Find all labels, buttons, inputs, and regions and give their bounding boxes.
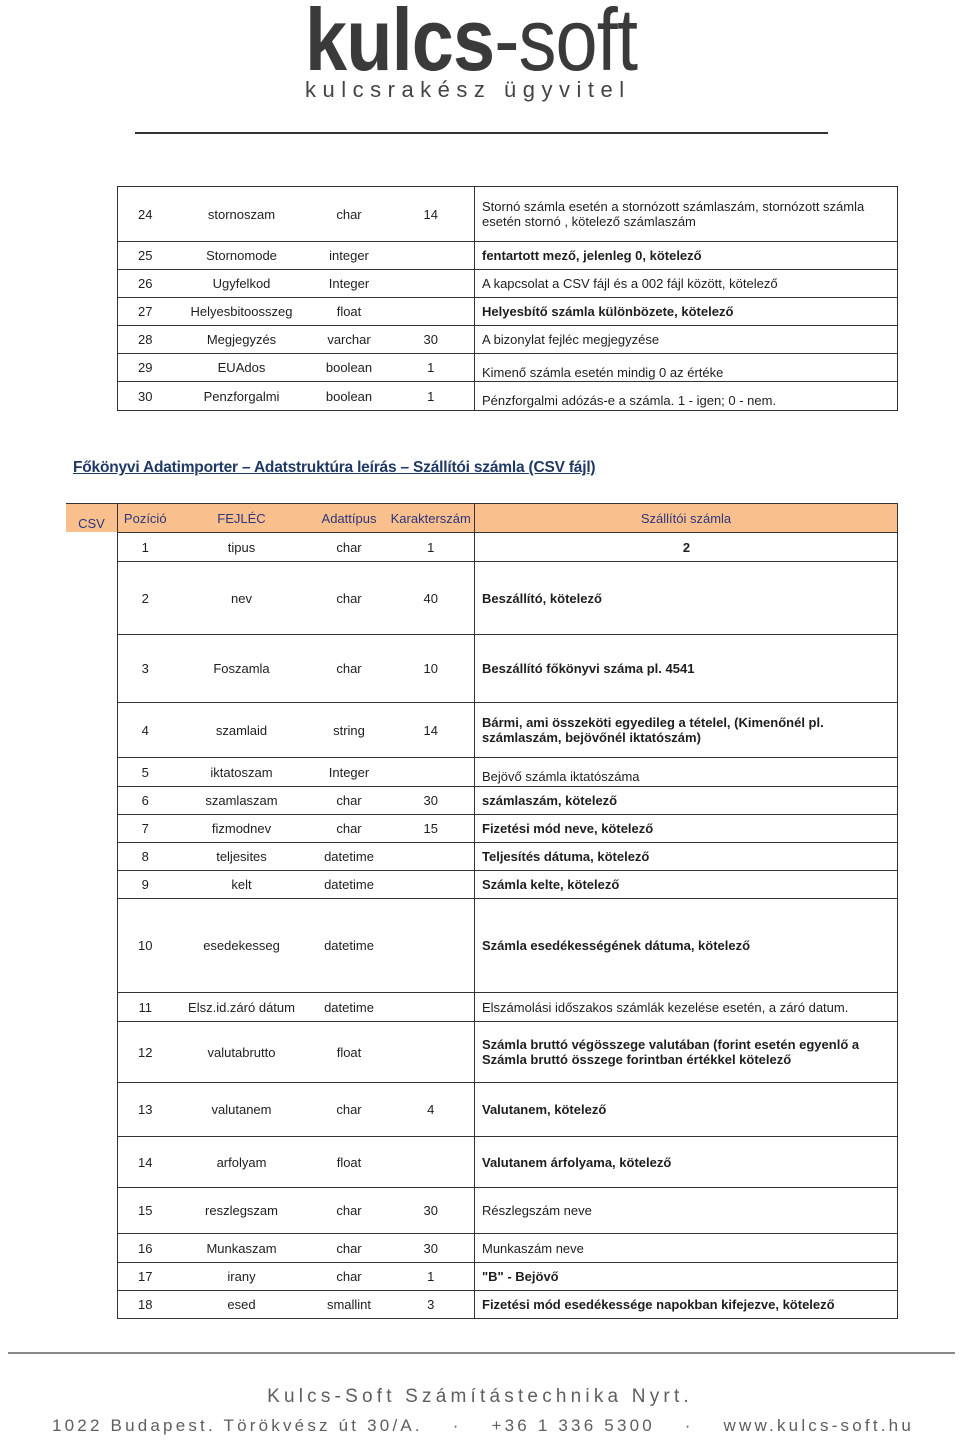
table-row (118, 871, 898, 899)
table-row (118, 354, 898, 382)
description-cell: Pénzforgalmi adózás-e a számla. 1 - igen; 0 - nem. (475, 382, 898, 411)
table-row (118, 635, 898, 703)
length-cell: 10 (388, 635, 475, 703)
position-cell: 3 (118, 635, 173, 703)
description-cell: Valutanem, kötelező (475, 1083, 898, 1137)
length-cell (388, 871, 475, 899)
data-type-cell: boolean (311, 382, 388, 411)
data-type-cell: integer (311, 242, 388, 270)
data-type-cell: char (311, 1188, 388, 1234)
field-table-continued (117, 186, 898, 411)
position-cell: 30 (118, 382, 173, 411)
field-name-cell: esedekesseg (173, 899, 311, 993)
data-type-cell: char (311, 1234, 388, 1263)
field-name-cell: Ugyfelkod (173, 270, 311, 298)
position-cell: 17 (118, 1263, 173, 1291)
position-cell: 7 (118, 815, 173, 843)
table-row (118, 1083, 898, 1137)
position-cell: 2 (118, 562, 173, 635)
header-field: FEJLÉC (173, 504, 311, 533)
data-type-cell: datetime (311, 871, 388, 899)
length-cell: 4 (388, 1083, 475, 1137)
position-cell: 11 (118, 993, 173, 1022)
description-cell: Számla esedékességének dátuma, kötelező (475, 899, 898, 993)
length-cell: 40 (388, 562, 475, 635)
header-divider (135, 132, 828, 134)
description-cell: Stornó számla esetén a stornózott számlaszám, stornózott számla esetén stornó , kötelező számlaszám (475, 187, 898, 242)
footer-contact-line (52, 1416, 914, 1436)
table-row (118, 843, 898, 871)
length-cell (388, 758, 475, 787)
length-cell: 1 (388, 1263, 475, 1291)
length-cell (388, 1137, 475, 1188)
header-length: Karakterszám (388, 504, 475, 533)
table-row (118, 899, 898, 993)
description-cell: Bármi, ami összeköti egyedileg a tételel, (Kimenőnél pl. számlaszám, bejövőnél iktatószám) (475, 703, 898, 758)
length-cell: 1 (388, 382, 475, 411)
table-row (118, 242, 898, 270)
length-cell (388, 899, 475, 993)
logo-wordmark-light: -soft (494, 0, 638, 89)
position-cell: 27 (118, 298, 173, 326)
data-type-cell: float (311, 298, 388, 326)
position-cell: 6 (118, 787, 173, 815)
position-cell: 5 (118, 758, 173, 787)
data-type-cell: float (311, 1137, 388, 1188)
footer-address: 1022 Budapest. Törökvész út 30/A. (52, 1416, 423, 1435)
description-cell: "B" - Bejövő (475, 1263, 898, 1291)
table-row (118, 1188, 898, 1234)
field-name-cell: szamlaszam (173, 787, 311, 815)
length-cell: 30 (388, 1234, 475, 1263)
kulcs-soft-logo (305, 0, 638, 89)
description-cell: 2 (475, 533, 898, 562)
table-row (118, 382, 898, 411)
header-description: Szállítói számla (475, 504, 898, 533)
field-name-cell: teljesites (173, 843, 311, 871)
length-cell (388, 298, 475, 326)
footer-separator: · (684, 1416, 694, 1435)
description-cell: A bizonylat fejléc megjegyzése (475, 326, 898, 354)
data-type-cell: datetime (311, 899, 388, 993)
description-cell: Fizetési mód esedékessége napokban kifejezve, kötelező (475, 1291, 898, 1319)
description-cell: fentartott mező, jelenleg 0, kötelező (475, 242, 898, 270)
table-header-row (118, 504, 898, 533)
field-name-cell: Helyesbitoosszeg (173, 298, 311, 326)
table-row (118, 758, 898, 787)
data-type-cell: char (311, 787, 388, 815)
description-cell: Beszállító főkönyvi száma pl. 4541 (475, 635, 898, 703)
field-name-cell: esed (173, 1291, 311, 1319)
length-cell (388, 242, 475, 270)
position-cell: 28 (118, 326, 173, 354)
logo-wordmark-bold: kulcs (305, 0, 495, 89)
position-cell: 15 (118, 1188, 173, 1234)
data-type-cell: Integer (311, 758, 388, 787)
table-row (118, 1234, 898, 1263)
data-type-cell: char (311, 815, 388, 843)
field-name-cell: iktatoszam (173, 758, 311, 787)
header-position: Pozíció (118, 504, 173, 533)
length-cell: 1 (388, 354, 475, 382)
table-row (118, 787, 898, 815)
header-type: Adattípus (311, 504, 388, 533)
logo-tagline: kulcsrakész ügyvitel (305, 77, 631, 102)
field-name-cell: Penzforgalmi (173, 382, 311, 411)
position-cell: 26 (118, 270, 173, 298)
footer-phone: +36 1 336 5300 (491, 1416, 655, 1435)
description-cell: Beszállító, kötelező (475, 562, 898, 635)
description-cell: Bejövő számla iktatószáma (475, 758, 898, 787)
position-cell: 10 (118, 899, 173, 993)
field-name-cell: fizmodnev (173, 815, 311, 843)
data-type-cell: Integer (311, 270, 388, 298)
length-cell: 14 (388, 187, 475, 242)
description-cell: Részlegszám neve (475, 1188, 898, 1234)
field-name-cell: Stornomode (173, 242, 311, 270)
footer-divider (8, 1352, 955, 1354)
position-cell: 16 (118, 1234, 173, 1263)
field-name-cell: arfolyam (173, 1137, 311, 1188)
description-cell: Fizetési mód neve, kötelező (475, 815, 898, 843)
section-title: Főkönyvi Adatimporter – Adatstruktúra leírás – Szállítói számla (CSV fájl) (73, 459, 596, 476)
csv-corner-label: CSV (66, 503, 117, 532)
position-cell: 24 (118, 187, 173, 242)
length-cell: 15 (388, 815, 475, 843)
footer-website: www.kulcs-soft.hu (723, 1416, 914, 1435)
table-row (118, 1022, 898, 1083)
field-name-cell: Foszamla (173, 635, 311, 703)
description-cell: Elszámolási időszakos számlák kezelése esetén, a záró datum. (475, 993, 898, 1022)
data-type-cell: char (311, 1083, 388, 1137)
description-cell: Teljesítés dátuma, kötelező (475, 843, 898, 871)
data-type-cell: char (311, 1263, 388, 1291)
position-cell: 13 (118, 1083, 173, 1137)
description-cell: Számla bruttó végösszege valutában (forint esetén egyenlő a Számla bruttó összege forintban értékkel kötelező (475, 1022, 898, 1083)
description-cell: számlaszám, kötelező (475, 787, 898, 815)
field-name-cell: nev (173, 562, 311, 635)
position-cell: 18 (118, 1291, 173, 1319)
table-row (118, 1291, 898, 1319)
length-cell (388, 993, 475, 1022)
field-name-cell: valutabrutto (173, 1022, 311, 1083)
description-cell: Helyesbítő számla különbözete, kötelező (475, 298, 898, 326)
description-cell: Valutanem árfolyama, kötelező (475, 1137, 898, 1188)
field-name-cell: Munkaszam (173, 1234, 311, 1263)
field-name-cell: tipus (173, 533, 311, 562)
field-name-cell: Elsz.id.záró dátum (173, 993, 311, 1022)
length-cell (388, 1022, 475, 1083)
field-name-cell: kelt (173, 871, 311, 899)
description-cell: Kimenő számla esetén mindig 0 az értéke (475, 354, 898, 382)
position-cell: 25 (118, 242, 173, 270)
table-row (118, 815, 898, 843)
position-cell: 29 (118, 354, 173, 382)
data-type-cell: float (311, 1022, 388, 1083)
table-row (118, 298, 898, 326)
field-name-cell: irany (173, 1263, 311, 1291)
length-cell: 30 (388, 787, 475, 815)
data-type-cell: string (311, 703, 388, 758)
data-type-cell: char (311, 562, 388, 635)
field-name-cell: valutanem (173, 1083, 311, 1137)
position-cell: 1 (118, 533, 173, 562)
field-name-cell: stornoszam (173, 187, 311, 242)
length-cell (388, 843, 475, 871)
length-cell: 1 (388, 533, 475, 562)
table-row (118, 562, 898, 635)
data-type-cell: char (311, 187, 388, 242)
data-type-cell: boolean (311, 354, 388, 382)
length-cell: 3 (388, 1291, 475, 1319)
data-type-cell: datetime (311, 993, 388, 1022)
data-type-cell: char (311, 635, 388, 703)
field-name-cell: reszlegszam (173, 1188, 311, 1234)
footer-company-name: Kulcs-Soft Számítástechnika Nyrt. (267, 1386, 693, 1407)
table-row (118, 326, 898, 354)
table-row (118, 187, 898, 242)
data-type-cell: smallint (311, 1291, 388, 1319)
field-name-cell: EUAdos (173, 354, 311, 382)
position-cell: 9 (118, 871, 173, 899)
table-row (118, 1137, 898, 1188)
position-cell: 8 (118, 843, 173, 871)
length-cell: 14 (388, 703, 475, 758)
description-cell: Munkaszám neve (475, 1234, 898, 1263)
table-row (118, 533, 898, 562)
length-cell: 30 (388, 326, 475, 354)
description-cell: A kapcsolat a CSV fájl és a 002 fájl között, kötelező (475, 270, 898, 298)
supplier-invoice-field-table (117, 503, 898, 1319)
length-cell: 30 (388, 1188, 475, 1234)
field-name-cell: Megjegyzés (173, 326, 311, 354)
field-name-cell: szamlaid (173, 703, 311, 758)
footer-separator: · (452, 1416, 462, 1435)
position-cell: 4 (118, 703, 173, 758)
data-type-cell: datetime (311, 843, 388, 871)
length-cell (388, 270, 475, 298)
description-cell: Számla kelte, kötelező (475, 871, 898, 899)
table-row (118, 703, 898, 758)
table-row (118, 1263, 898, 1291)
table-row (118, 993, 898, 1022)
data-type-cell: char (311, 533, 388, 562)
data-type-cell: varchar (311, 326, 388, 354)
position-cell: 12 (118, 1022, 173, 1083)
table-row (118, 270, 898, 298)
position-cell: 14 (118, 1137, 173, 1188)
